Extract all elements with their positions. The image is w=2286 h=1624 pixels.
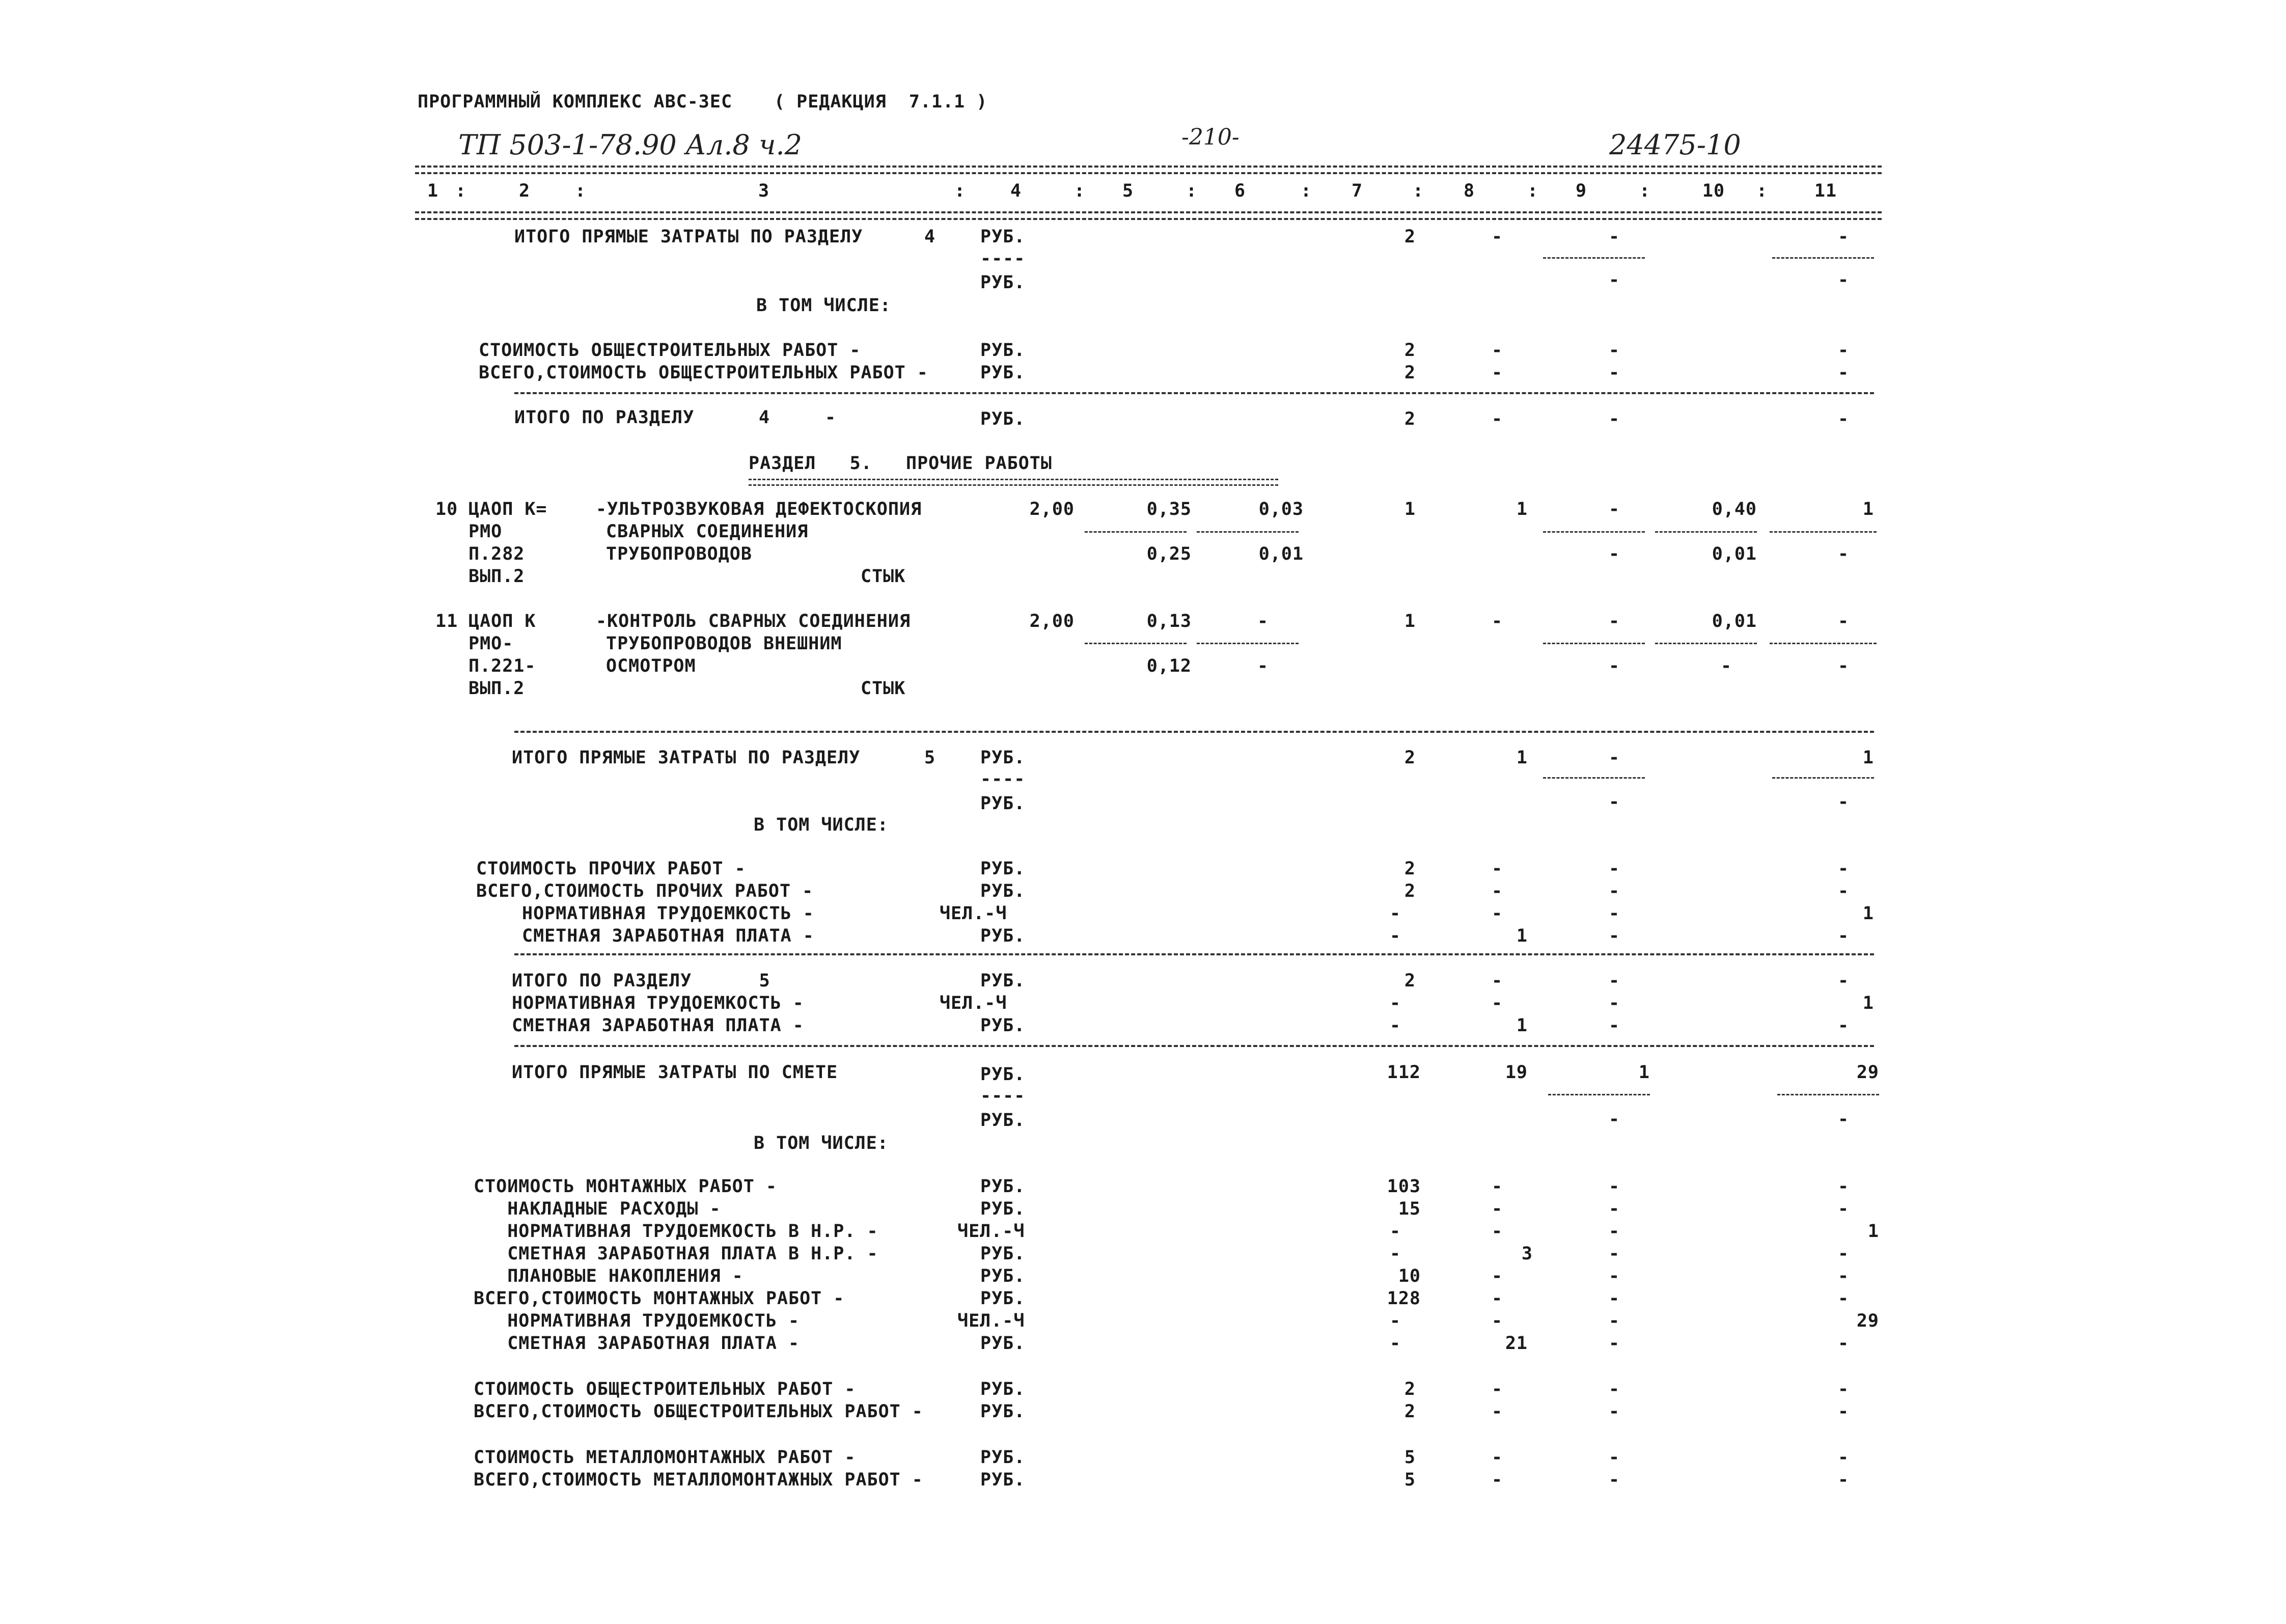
smeta-row-label: ВСЕГО,СТОИМОСТЬ ОБЩЕСТРОИТЕЛЬНЫХ РАБОТ - [474,1401,923,1422]
item11-c6-underline [1197,643,1299,644]
s5-row-c8: - [1491,881,1503,901]
item11-desc-3: ОСМОТРОМ [606,656,696,676]
s4-itogo-label: ИТОГО ПО РАЗДЕЛУ [514,407,695,428]
col-header-5: 5 [1122,181,1134,201]
item11-c5b: 0,12 [1146,656,1192,676]
smeta-row-unit: ЧЕЛ.-Ч [957,1221,1025,1242]
smeta-row-c11: - [1837,1244,1850,1264]
item11-c5-underline [1085,643,1187,644]
s5-row-c11: - [1837,881,1850,901]
smeta-row-c11: - [1837,1266,1850,1286]
item10-unit: СТЫК [861,566,906,587]
s5-row-c11: - [1837,926,1850,946]
smeta-row-label: СТОИМОСТЬ МОНТАЖНЫХ РАБОТ - [474,1176,777,1197]
item10-c11: 1 [1862,499,1874,519]
s5-row-c11: 1 [1862,903,1874,924]
smeta-c8: 19 [1505,1062,1528,1083]
smeta-row-unit: РУБ. [980,1266,1026,1286]
smeta-row-c11: 1 [1867,1221,1879,1242]
smeta-row-c7: 2 [1404,1401,1416,1422]
s5-row-c9: - [1608,903,1620,924]
col-header-4: 4 [1010,181,1022,201]
smeta-row-c8: - [1491,1470,1503,1490]
s4-itogo-dash: - [825,407,837,428]
smeta-c11-underline [1777,1094,1879,1095]
smeta-row-label: НАКЛАДНЫЕ РАСХОДЫ - [474,1199,721,1219]
s5-row-unit: РУБ. [980,859,1026,879]
smeta-row-c8: - [1491,1401,1503,1422]
page-number: -210- [1181,124,1240,150]
s5-row-c9: - [1608,859,1620,879]
smeta-row-c9: - [1608,1244,1620,1264]
s5-row-c7: 2 [1404,881,1416,901]
s5-itogo-label: ИТОГО ПО РАЗДЕЛУ 5 [512,971,770,991]
s4-stoim-unit: РУБ. [980,340,1026,361]
s5-itogo-c8: 1 [1516,1015,1528,1036]
item11-c10: 0,01 [1712,611,1757,631]
s4-c9: - [1608,227,1620,247]
smeta-row-label: НОРМАТИВНАЯ ТРУДОЕМКОСТЬ - [474,1311,800,1331]
s5-row-c11: - [1837,859,1850,879]
smeta-row-c8: - [1491,1266,1503,1286]
smeta-row-c7: 10 [1398,1266,1421,1286]
item11-c6: - [1257,611,1269,631]
item11-c7: 1 [1404,611,1416,631]
item11-c11b: - [1837,656,1850,676]
s5-itogo-c7: - [1389,993,1401,1013]
s5-rub: РУБ. [980,748,1026,768]
s4-v-tom-chisle: В ТОМ ЧИСЛЕ: [756,295,891,316]
col-sep: : [455,181,467,201]
smeta-row-label: СМЕТНАЯ ЗАРАБОТНАЯ ПЛАТА В Н.Р. - [474,1244,878,1264]
s5-row-unit: РУБ. [980,881,1026,901]
col-header-9: 9 [1575,181,1587,201]
item10-c10: 0,40 [1712,499,1757,519]
section5-title-underline [749,479,1278,486]
smeta-row-unit: РУБ. [980,1447,1026,1468]
s4-stoim-c7: 2 [1404,340,1416,361]
col-sep: : [1756,181,1768,201]
item11-unit: СТЫК [861,678,906,699]
smeta-row-c11: - [1837,1470,1850,1490]
smeta-rub2: РУБ. [980,1110,1026,1131]
smeta-row-label: СТОИМОСТЬ ОБЩЕСТРОИТЕЛЬНЫХ РАБОТ - [474,1379,856,1399]
smeta-c11: 29 [1856,1062,1879,1083]
smeta-row-c7: 128 [1387,1288,1421,1309]
col-sep: : [574,181,587,201]
s4-vsego-unit: РУБ. [980,363,1026,383]
smeta-row-c8: 21 [1505,1333,1528,1354]
smeta-row-c8: - [1491,1288,1503,1309]
s5-row-unit: ЧЕЛ.-Ч [940,903,1007,924]
item10-c11-underline [1770,531,1877,533]
col-sep: : [1527,181,1539,201]
item10-desc-2: СВАРНЫХ СОЕДИНЕНИЯ [606,521,809,542]
item11-desc-2: ТРУБОПРОВОДОВ ВНЕШНИМ [606,634,842,654]
s5-itogo-c11: - [1837,971,1850,991]
item11-c11-underline [1770,643,1877,644]
item10-c9: - [1608,499,1620,519]
item10-c11b: - [1837,544,1850,564]
s5-row-label: ВСЕГО,СТОИМОСТЬ ПРОЧИХ РАБОТ - [476,881,814,901]
smeta-row-c11: - [1837,1447,1850,1468]
smeta-row-label: НОРМАТИВНАЯ ТРУДОЕМКОСТЬ В Н.Р. - [474,1221,878,1242]
item11-c9: - [1608,611,1620,631]
s5-c9: - [1608,748,1620,768]
smeta-row-c9: - [1608,1266,1620,1286]
s4-c11-underline [1772,257,1874,259]
col-sep: : [1186,181,1198,201]
s4-c8: - [1491,227,1503,247]
s5-itogo-unit: РУБ. [980,1015,1026,1036]
s4-vsego-label: ВСЕГО,СТОИМОСТЬ ОБЩЕСТРОИТЕЛЬНЫХ РАБОТ - [479,363,928,383]
col-header-7: 7 [1351,181,1363,201]
item10-c6: 0,03 [1258,499,1304,519]
smeta-row-label: ВСЕГО,СТОИМОСТЬ МОНТАЖНЫХ РАБОТ - [474,1288,845,1309]
smeta-row-c7: 103 [1387,1176,1421,1197]
smeta-row-unit: РУБ. [980,1176,1026,1197]
s5-row-c7: 2 [1404,859,1416,879]
smeta-row-label: СМЕТНАЯ ЗАРАБОТНАЯ ПЛАТА - [474,1333,800,1354]
s4-stoim-c8: - [1491,340,1503,361]
smeta-label: ИТОГО ПРЯМЫЕ ЗАТРАТЫ ПО СМЕТЕ [512,1062,838,1083]
item11-c9b: - [1608,656,1620,676]
s4-stoim-label: СТОИМОСТЬ ОБЩЕСТРОИТЕЛЬНЫХ РАБОТ - [479,340,861,361]
s5-c11b: - [1837,792,1850,812]
s5-itogo-unit: ЧЕЛ.-Ч [940,993,1007,1013]
s4-itogo-unit: РУБ. [980,409,1026,429]
item10-c10b: 0,01 [1712,544,1757,564]
item11-code-4: ВЫП.2 [469,678,525,699]
smeta-row-c11: - [1837,1379,1850,1399]
header-rule-bottom [415,211,1882,213]
s5-itogo-c7: - [1389,1015,1401,1036]
s4-itogo-num: 4 [759,407,770,428]
smeta-row-label: ВСЕГО,СТОИМОСТЬ МЕТАЛЛОМОНТАЖНЫХ РАБОТ - [474,1470,923,1490]
item10-code-2: РМО [469,521,503,542]
s5-itogo-c11: 1 [1862,993,1874,1013]
smeta-row-c9: - [1608,1333,1620,1354]
s4-itogo-c9: - [1608,409,1620,429]
s4-vsego-c11: - [1837,363,1850,383]
smeta-row-c11: - [1837,1199,1850,1219]
s4-vsego-c8: - [1491,363,1503,383]
smeta-row-c9: - [1608,1401,1620,1422]
smeta-row-c9: - [1608,1470,1620,1490]
smeta-row-unit: РУБ. [980,1288,1026,1309]
s5-itogo-c9: - [1608,993,1620,1013]
smeta-rub-dashes: ---- [980,1086,1026,1106]
smeta-row-c9: - [1608,1447,1620,1468]
smeta-row-c8: - [1491,1311,1503,1331]
col-sep: : [1639,181,1651,201]
smeta-row-c7: - [1389,1311,1401,1331]
smeta-v-tom-chisle: В ТОМ ЧИСЛЕ: [754,1133,889,1153]
s4-rub: РУБ. [980,227,1026,247]
smeta-c9b: - [1608,1109,1620,1130]
smeta-rub: РУБ. [980,1064,1026,1085]
s5-rule-top [514,731,1874,733]
smeta-c9-underline [1548,1094,1650,1095]
item11-c10b: - [1720,656,1732,676]
smeta-row-c8: - [1491,1176,1503,1197]
s5-itogo-c11: - [1837,1015,1850,1036]
item11-c9-underline [1543,643,1645,644]
header-rule-top2 [415,172,1882,174]
smeta-row-c11: 29 [1856,1311,1879,1331]
item11-code-1: ЦАОП К [469,611,536,631]
s5-itogo-label: НОРМАТИВНАЯ ТРУДОЕМКОСТЬ - [512,993,804,1013]
s5-itogo-c7: 2 [1404,971,1416,991]
item10-c5: 0,35 [1146,499,1192,519]
program-title: ПРОГРАММНЫЙ КОМПЛЕКС АВС-3ЕС [418,92,733,112]
item11-c10-underline [1655,643,1757,644]
section5-title: РАЗДЕЛ 5. ПРОЧИЕ РАБОТЫ [749,453,1052,474]
col-sep: : [1412,181,1424,201]
header-rule-bottom2 [415,218,1882,220]
col-header-3: 3 [758,181,770,201]
s4-vsego-c9: - [1608,363,1620,383]
s5-c9-underline [1543,777,1645,779]
doc-code: ТП 503-1-78.90 Ал.8 ч.2 [458,129,803,161]
s5-row-c8: - [1491,903,1503,924]
s4-c9-underline [1543,257,1645,259]
col-header-10: 10 [1702,181,1725,201]
s5-itogo-c8: - [1491,993,1503,1013]
item10-c7: 1 [1404,499,1416,519]
s4-c11: - [1837,227,1850,247]
smeta-row-c7: 5 [1404,1470,1416,1490]
smeta-row-c8: - [1491,1221,1503,1242]
s5-itogo-pryamye-label: ИТОГО ПРЯМЫЕ ЗАТРАТЫ ПО РАЗДЕЛУ [512,748,861,768]
smeta-c7: 112 [1387,1062,1421,1083]
smeta-c11b: - [1837,1109,1850,1130]
s5-row-unit: РУБ. [980,926,1026,946]
s4-c9b: - [1608,270,1620,290]
smeta-row-c11: - [1837,1288,1850,1309]
smeta-c9: 1 [1638,1062,1650,1083]
s5-c11: 1 [1862,748,1874,768]
item10-num: 10 [435,499,458,519]
smeta-row-c7: 2 [1404,1379,1416,1399]
smeta-row-c7: 15 [1398,1199,1421,1219]
smeta-row-c9: - [1608,1379,1620,1399]
s5-row-c7: - [1389,926,1401,946]
item11-c8: - [1491,611,1503,631]
smeta-row-c7: - [1389,1244,1401,1264]
col-header-11: 11 [1814,181,1837,201]
s5-itogo-unit: РУБ. [980,971,1026,991]
col-header-8: 8 [1463,181,1475,201]
item10-c8: 1 [1516,499,1528,519]
smeta-row-unit: РУБ. [980,1401,1026,1422]
smeta-row-c11: - [1837,1401,1850,1422]
smeta-row-c8: - [1491,1199,1503,1219]
s4-itogo-c7: 2 [1404,409,1416,429]
s4-c11b: - [1837,270,1850,290]
smeta-row-c11: - [1837,1333,1850,1354]
smeta-rule [514,1045,1874,1047]
s5-itogo-c9: - [1608,971,1620,991]
smeta-row-c8: 3 [1521,1244,1533,1264]
s5-row-c9: - [1608,926,1620,946]
smeta-row-c9: - [1608,1311,1620,1331]
item11-c6b: - [1257,656,1269,676]
s5-row-c8: - [1491,859,1503,879]
s4-stoim-c11: - [1837,340,1850,361]
s5-row-c8: 1 [1516,926,1528,946]
item10-c6b: 0,01 [1258,544,1304,564]
smeta-row-c9: - [1608,1176,1620,1197]
smeta-row-unit: ЧЕЛ.-Ч [957,1311,1025,1331]
s5-c9b: - [1608,792,1620,812]
s5-row-label: СТОИМОСТЬ ПРОЧИХ РАБОТ - [476,859,746,879]
s5-v-tom-chisle: В ТОМ ЧИСЛЕ: [754,815,889,835]
s5-num: 5 [924,748,936,768]
s5-row-label: НОРМАТИВНАЯ ТРУДОЕМКОСТЬ - [522,903,814,924]
s4-num: 4 [924,227,936,247]
item11-code-3: П.221- [469,656,536,676]
smeta-row-c7: - [1389,1221,1401,1242]
s5-row-c9: - [1608,881,1620,901]
item10-desc-3: ТРУБОПРОВОДОВ [606,544,752,564]
s5-rub-dashes: ---- [980,769,1026,789]
smeta-row-unit: РУБ. [980,1379,1026,1399]
s5-itogo-label: СМЕТНАЯ ЗАРАБОТНАЯ ПЛАТА - [512,1015,804,1036]
s4-stoim-c9: - [1608,340,1620,361]
item10-code-4: ВЫП.2 [469,566,525,587]
s5-row-label: СМЕТНАЯ ЗАРАБОТНАЯ ПЛАТА - [522,926,814,946]
col-header-1: 1 [427,181,439,201]
item10-c4: 2,00 [1029,499,1075,519]
doc-number: 24475-10 [1609,129,1741,161]
item11-c5: 0,13 [1146,611,1192,631]
col-sep: : [1073,181,1086,201]
item10-c9b: - [1608,544,1620,564]
item11-c11: - [1837,611,1850,631]
smeta-row-unit: РУБ. [980,1470,1026,1490]
item10-desc-1: -УЛЬТРОЗВУКОВАЯ ДЕФЕКТОСКОПИЯ [596,499,922,519]
smeta-row-c9: - [1608,1288,1620,1309]
smeta-row-c9: - [1608,1199,1620,1219]
smeta-row-label: ПЛАНОВЫЕ НАКОПЛЕНИЯ - [474,1266,743,1286]
item11-num: 11 [435,611,458,631]
smeta-row-unit: РУБ. [980,1244,1026,1264]
item11-c4: 2,00 [1029,611,1075,631]
item11-code-2: РМО- [469,634,514,654]
s4-vsego-c7: 2 [1404,363,1416,383]
item11-desc-1: -КОНТРОЛЬ СВАРНЫХ СОЕДИНЕНИЯ [596,611,911,631]
smeta-row-c9: - [1608,1221,1620,1242]
item10-c10-underline [1655,531,1757,533]
col-header-6: 6 [1234,181,1246,201]
s4-rule [514,392,1874,394]
s5-c11-underline [1772,777,1874,779]
smeta-row-unit: РУБ. [980,1333,1026,1354]
smeta-row-c7: 5 [1404,1447,1416,1468]
s5-rule-mid [514,953,1874,955]
s5-rub2: РУБ. [980,793,1026,814]
col-sep: : [954,181,966,201]
s5-c7: 2 [1404,748,1416,768]
s5-c8: 1 [1516,748,1528,768]
s5-itogo-c8: - [1491,971,1503,991]
item10-code-1: ЦАОП К= [469,499,547,519]
s4-itogo-pryamye-label: ИТОГО ПРЯМЫЕ ЗАТРАТЫ ПО РАЗДЕЛУ [514,227,863,247]
item10-c6-underline [1197,531,1299,533]
s4-rub-dashes: ---- [980,249,1026,269]
item10-c5-underline [1085,531,1187,533]
edition-label: ( РЕДАКЦИЯ 7.1.1 ) [774,92,988,112]
s4-rub2: РУБ. [980,272,1026,293]
smeta-row-c7: - [1389,1333,1401,1354]
smeta-row-label: СТОИМОСТЬ МЕТАЛЛОМОНТАЖНЫХ РАБОТ - [474,1447,856,1468]
item10-code-3: П.282 [469,544,525,564]
item10-c5b: 0,25 [1146,544,1192,564]
s5-itogo-c9: - [1608,1015,1620,1036]
smeta-row-c8: - [1491,1379,1503,1399]
smeta-row-unit: РУБ. [980,1199,1026,1219]
s5-row-c7: - [1389,903,1401,924]
smeta-row-c8: - [1491,1447,1503,1468]
s4-itogo-c11: - [1837,409,1850,429]
s4-itogo-c8: - [1491,409,1503,429]
header-rule-top [415,166,1882,168]
smeta-row-c11: - [1837,1176,1850,1197]
col-header-2: 2 [518,181,531,201]
item10-c9-underline [1543,531,1645,533]
col-sep: : [1300,181,1312,201]
s4-c7: 2 [1404,227,1416,247]
